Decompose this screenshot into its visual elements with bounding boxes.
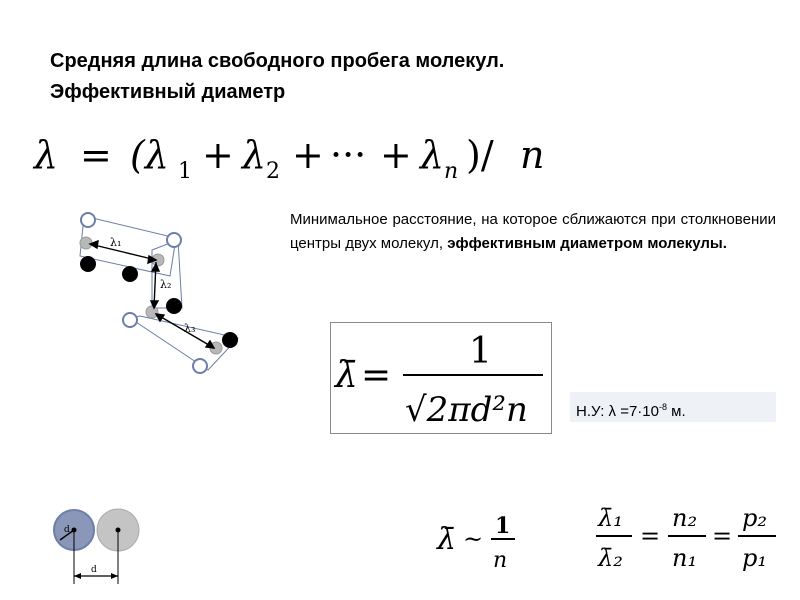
mean-free-path-formula xyxy=(330,322,552,434)
prop-num: 1 xyxy=(495,513,511,539)
mfp-denominator: √2πd²n xyxy=(405,390,528,430)
lambda-1-label: λ₁ xyxy=(110,236,122,249)
formula-open-lambda: (λ xyxy=(130,133,169,177)
formula-sub-n: n xyxy=(444,159,459,184)
mfp-numerator: 1 xyxy=(469,331,492,372)
formula-lambda: λ xyxy=(34,133,59,177)
ratio-p2: p₂ xyxy=(742,504,767,532)
page-title xyxy=(50,46,504,108)
effective-diameter-diagram xyxy=(48,506,148,590)
prop-lambda: λ̄ xyxy=(437,522,457,557)
grey-molecules xyxy=(80,237,222,354)
formula-dots: ··· xyxy=(330,133,367,177)
normal-conditions-box xyxy=(570,392,776,422)
definition-paragraph xyxy=(290,208,776,256)
title-line-2: Эффективный диаметр xyxy=(50,81,286,103)
open-molecules xyxy=(81,213,207,373)
mfp-lambda-bar: λ̄ xyxy=(335,355,358,396)
lambda-2-label: λ₂ xyxy=(160,278,172,291)
collision-diagram xyxy=(60,208,260,378)
ratio-eq-2: = xyxy=(712,522,733,550)
center-dot-2 xyxy=(116,528,121,533)
prop-den: n xyxy=(493,548,508,573)
nu-prefix: Н.У: λ =7·10 xyxy=(576,403,659,420)
mfp-equals: = xyxy=(361,355,392,396)
formula-sub-2: 2 xyxy=(266,159,280,184)
prop-sym: ~ xyxy=(463,525,484,553)
d-small-label: d xyxy=(64,525,70,535)
ratio-p1: p₁ xyxy=(742,544,767,572)
dim-arrow-left xyxy=(74,573,81,579)
mean-path-formula xyxy=(30,128,570,188)
proportional-formula xyxy=(435,505,525,575)
formula-plus-2: + xyxy=(292,133,324,177)
title-line-1: Средняя длина свободного пробега молекул. xyxy=(50,50,505,72)
nu-exponent: -8 xyxy=(658,402,667,412)
definition-emphasis: эффективным диаметром молекулы. xyxy=(447,235,727,252)
ratio-n1: n₁ xyxy=(672,544,698,572)
ratio-n2: n₂ xyxy=(672,504,698,532)
formula-sub-1: 1 xyxy=(178,159,192,184)
dim-arrow-right xyxy=(111,573,118,579)
ratio-l1: λ̄₁ xyxy=(598,504,623,532)
ratio-eq-1: = xyxy=(640,522,661,550)
formula-close: )/ xyxy=(466,133,494,177)
formula-plus-3: + xyxy=(380,133,412,177)
d-bottom-label: d xyxy=(91,565,97,575)
formula-plus-1: + xyxy=(202,133,234,177)
formula-lambda-2: λ xyxy=(242,133,267,177)
nu-suffix: м. xyxy=(667,403,686,420)
formula-equals: = xyxy=(80,133,112,177)
definition-text: Минимальное расстояние, на которое сближаются при столкновении центры двух молекул, xyxy=(290,211,776,252)
formula-lambda-n: λ xyxy=(420,133,445,177)
ratio-l2: λ̄₂ xyxy=(598,544,623,572)
formula-n: n xyxy=(520,133,545,177)
lambda-3-label: λ₃ xyxy=(184,322,196,335)
ratio-formula xyxy=(590,492,780,578)
